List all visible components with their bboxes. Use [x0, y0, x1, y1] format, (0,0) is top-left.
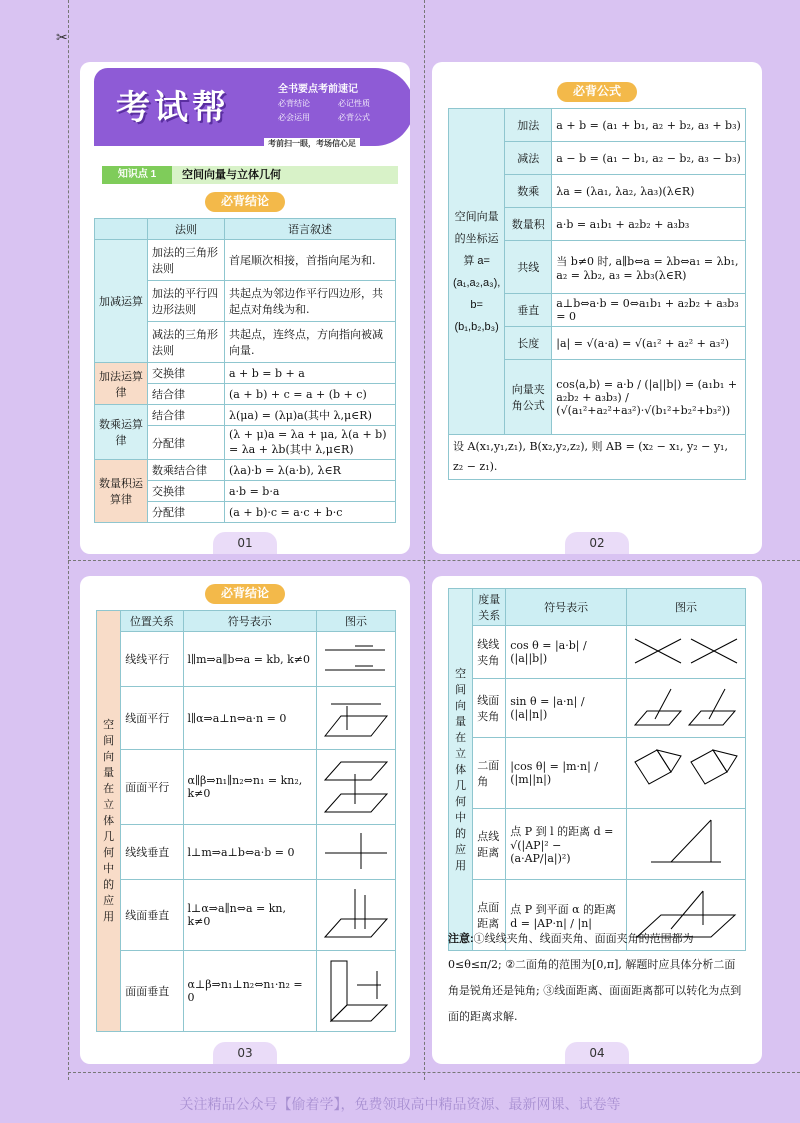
op-name: 数乘 [505, 175, 552, 208]
measure-name: 点线距离 [473, 809, 506, 880]
ribbon: 必背结论 [205, 192, 285, 212]
relation-name: 面面垂直 [121, 951, 183, 1032]
bullet: 必背公式 [338, 113, 370, 122]
law-formula: (λa)·b = λ(a·b), λ∈R [225, 460, 396, 481]
measure-name: 线面夹角 [473, 679, 506, 738]
figure-line-plane-parallel [317, 687, 396, 750]
page-number: 01 [213, 532, 277, 554]
side-label: 空间向量在立体几何中的应用 [449, 589, 473, 951]
law-name: 交换律 [148, 363, 225, 384]
op-formula: a·b = a₁b₁ + a₂b₂ + a₃b₃ [552, 208, 746, 241]
measure-name: 线线夹角 [473, 626, 506, 679]
page-number: 03 [213, 1042, 277, 1064]
op-formula: a + b = (a₁ + b₁, a₂ + b₂, a₃ + b₃) [552, 109, 746, 142]
relation-formula: α⊥β⇒n₁⊥n₂⇔n₁·n₂ = 0 [183, 951, 316, 1032]
col-header: 位置关系 [121, 611, 183, 632]
category: 数量积运算律 [95, 460, 148, 523]
relation-formula: l⊥m⇒a⊥b⇔a·b = 0 [183, 825, 316, 880]
note-text: ①线线夹角、线面夹角、面面夹角的范围都为 0≤θ≤π/2; ②二面角的范围为[0,π], 解题时应具体分析二面角是锐角还是钝角; ③线面距离、面面距离都可以转化为点到面的距离求解. [448, 932, 742, 1023]
bullet: 必背结论 [278, 99, 310, 108]
cut-line-horizontal [68, 560, 800, 561]
op-name: 数量积 [505, 208, 552, 241]
law-formula: a·b = b·a [225, 481, 396, 502]
figure-point-line-distance [627, 809, 746, 880]
bullet: 必记性质 [338, 99, 370, 108]
law-formula: (a + b) + c = a + (b + c) [225, 384, 396, 405]
measure-table [448, 588, 746, 951]
ribbon: 必背公式 [557, 82, 637, 102]
law-name: 分配律 [148, 502, 225, 523]
banner-title: 考试帮 [116, 88, 230, 128]
op-name: 共线 [505, 241, 552, 294]
formula-table [448, 108, 746, 480]
page-number: 02 [565, 532, 629, 554]
relation-formula: l∥α⇒a⊥n⇔a·n = 0 [183, 687, 316, 750]
note-label: 注意: [448, 933, 474, 945]
law-formula: (a + b)·c = a·c + b·c [225, 502, 396, 523]
rules-table [94, 218, 396, 523]
law-formula: λ(μa) = (λμ)a(其中 λ,μ∈R) [225, 405, 396, 426]
side-label: 空间向量的坐标运算 a=(a₁,a₂,a₃), b=(b₁,b₂,b₃) [449, 109, 505, 435]
op-name: 向量夹角公式 [505, 360, 552, 435]
coord-formula: 设 A(x₁,y₁,z₁), B(x₂,y₂,z₂), 则 AB = (x₂ − x₁, y₂ − y₁, z₂ − z₁). [449, 435, 746, 480]
relation-name: 线面垂直 [121, 880, 183, 951]
page-03 [80, 576, 410, 1064]
footer-text: 关注精品公众号【偷着学】，免费领取高中精品资源、最新网课、试卷等 [179, 1097, 621, 1113]
figure-plane-plane-parallel [317, 750, 396, 825]
law-name: 结合律 [148, 405, 225, 426]
page-02 [432, 62, 762, 554]
slogan: 考前扫一眼，考场信心足 [264, 138, 360, 149]
figure-line-angle [627, 626, 746, 679]
scissors-icon: ✂ [56, 30, 68, 46]
op-formula: a − b = (a₁ − b₁, a₂ − b₂, a₃ − b₃) [552, 142, 746, 175]
col-header: 符号表示 [183, 611, 316, 632]
relation-formula: l⊥α⇒a∥n⇔a = kn, k≠0 [183, 880, 316, 951]
measure-formula: sin θ = |a·n| / (|a||n|) [506, 679, 627, 738]
figure-plane-plane-perpendicular [317, 951, 396, 1032]
banner-subtitle: 全书要点考前速记 [278, 84, 358, 95]
law-name: 分配律 [148, 426, 225, 460]
col-header: 图示 [627, 589, 746, 626]
measure-formula: |cos θ| = |m·n| / (|m||n|) [506, 738, 627, 809]
op-name: 加法 [505, 109, 552, 142]
figure-perpendicular-lines [317, 825, 396, 880]
op-formula: λa = (λa₁, λa₂, λa₃)(λ∈R) [552, 175, 746, 208]
position-table [96, 610, 396, 1032]
law-name: 结合律 [148, 384, 225, 405]
category: 加减运算 [95, 240, 148, 363]
cut-line-left [68, 0, 69, 1080]
col-header: 符号表示 [506, 589, 627, 626]
category: 数乘运算律 [95, 405, 148, 460]
knowledge-point [102, 166, 398, 184]
note [448, 926, 746, 1030]
side-label: 空间向量在立体几何中的应用 [97, 611, 121, 1032]
measure-name: 点面距离 [473, 880, 506, 951]
figure-parallel-lines [317, 632, 396, 687]
cut-line-middle [424, 0, 425, 1080]
category: 加法运算律 [95, 363, 148, 405]
op-formula: cos⟨a,b⟩ = a·b / (|a||b|) = (a₁b₁ + a₂b₂ + a₃b₃) / (√(a₁²+a₂²+a₃²)·√(b₁²+b₂²+b₃²)) [552, 360, 746, 435]
page-number: 04 [565, 1042, 629, 1064]
rule-text: 首尾顺次相接，首指向尾为和. [225, 240, 396, 281]
law-formula: (λ + μ)a = λa + μa, λ(a + b) = λa + λb(其中 λ,μ∈R) [225, 426, 396, 460]
measure-formula: cos θ = |a·b| / (|a||b|) [506, 626, 627, 679]
op-name: 长度 [505, 327, 552, 360]
op-name: 垂直 [505, 294, 552, 327]
rule-name: 加法的平行四边形法则 [148, 281, 225, 322]
page-01 [80, 62, 410, 554]
figure-dihedral-angle [627, 738, 746, 809]
relation-formula: α∥β⇒n₁∥n₂⇔n₁ = kn₂, k≠0 [183, 750, 316, 825]
banner [94, 68, 410, 146]
figure-line-plane-perpendicular [317, 880, 396, 951]
figure-line-plane-angle [627, 679, 746, 738]
measure-formula: 点 P 到 l 的距离 d = √(|AP|² − (a·AP/|a|)²) [506, 809, 627, 880]
rule-text: 共起点为邻边作平行四边形，共起点对角线为和. [225, 281, 396, 322]
relation-name: 面面平行 [121, 750, 183, 825]
rule-name: 加法的三角形法则 [148, 240, 225, 281]
kp-tag: 知识点 1 [102, 166, 172, 184]
cut-line-bottom [68, 1072, 800, 1073]
measure-formula: 点 P 到平面 α 的距离 d = |AP·n| / |n| [506, 880, 627, 951]
law-formula: a + b = b + a [225, 363, 396, 384]
ribbon: 必背结论 [205, 584, 285, 604]
col-header: 图示 [317, 611, 396, 632]
op-formula: 当 b≠0 时, a∥b⇔a = λb⇔a₁ = λb₁, a₂ = λb₂, a₃ = λb₃(λ∈R) [552, 241, 746, 294]
relation-name: 线线平行 [121, 632, 183, 687]
op-formula: a⊥b⇔a·b = 0⇔a₁b₁ + a₂b₂ + a₃b₃ = 0 [552, 294, 746, 327]
page-04 [432, 576, 762, 1064]
kp-title: 空间向量与立体几何 [182, 169, 281, 181]
col-header: 法则 [148, 219, 225, 240]
rule-name: 减法的三角形法则 [148, 322, 225, 363]
relation-name: 线线垂直 [121, 825, 183, 880]
law-name: 数乘结合律 [148, 460, 225, 481]
law-name: 交换律 [148, 481, 225, 502]
col-header: 语言叙述 [225, 219, 396, 240]
measure-name: 二面角 [473, 738, 506, 809]
relation-formula: l∥m⇒a∥b⇔a = kb, k≠0 [183, 632, 316, 687]
bullet: 必会运用 [278, 113, 310, 122]
col-header: 度量关系 [473, 589, 506, 626]
op-formula: |a| = √(a·a) = √(a₁² + a₂² + a₃²) [552, 327, 746, 360]
rule-text: 共起点，连终点，方向指向被减向量. [225, 322, 396, 363]
op-name: 减法 [505, 142, 552, 175]
relation-name: 线面平行 [121, 687, 183, 750]
